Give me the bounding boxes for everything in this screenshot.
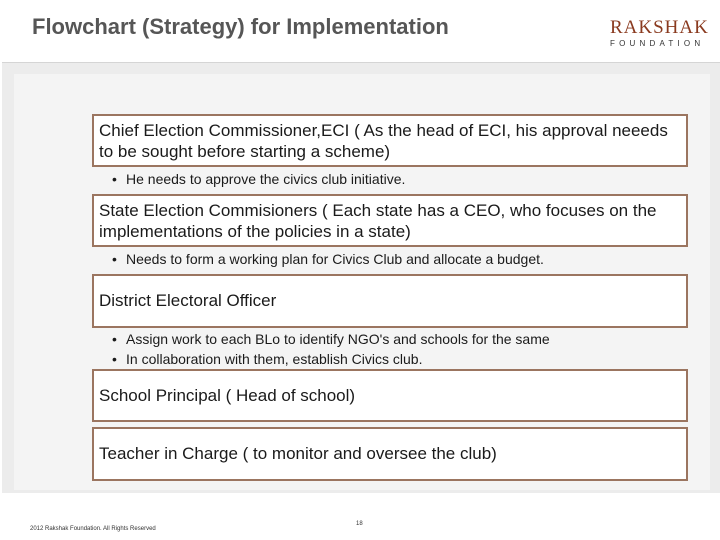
flow-box-state-election-commissioners: State Election Commisioners ( Each state has a CEO, who focuses on the implementations of the policies in a state) [92, 194, 688, 247]
logo-subtitle: FOUNDATION [610, 39, 705, 48]
logo-wordmark: RAKSHAK [610, 17, 709, 38]
bullet-item [112, 350, 422, 368]
bullet-text: Assign work to each BLo to identify NGO's and schools for the same [126, 331, 550, 347]
flow-box-school-principal: School Principal ( Head of school) [92, 369, 688, 422]
bullet-dot-icon: • [112, 171, 117, 187]
page-title: Flowchart (Strategy) for Implementation [32, 14, 449, 39]
bullet-item [112, 170, 405, 188]
rakshak-foundation-logo [610, 18, 712, 48]
bullet-item [112, 250, 544, 268]
flow-box-chief-election-commissioner: Chief Election Commissioner,ECI ( As the head of ECI, his approval neeeds to be sought before starting a scheme) [92, 114, 688, 167]
bullet-dot-icon: • [112, 331, 117, 347]
bullet-text: Needs to form a working plan for Civics Club and allocate a budget. [126, 251, 544, 267]
bullet-dot-icon: • [112, 251, 117, 267]
bullet-item [112, 330, 550, 348]
bullet-text: In collaboration with them, establish Civics club. [126, 351, 423, 367]
footer-copyright: 2012 Rakshak Foundation. All Rights Reserved [30, 526, 156, 532]
flow-box-teacher-in-charge: Teacher in Charge ( to monitor and oversee the club) [92, 427, 688, 481]
page-number: 18 [356, 521, 363, 527]
bullet-text: He needs to approve the civics club initiative. [126, 171, 406, 187]
flow-box-district-electoral-officer: District Electoral Officer [92, 274, 688, 328]
bullet-dot-icon: • [112, 351, 117, 367]
